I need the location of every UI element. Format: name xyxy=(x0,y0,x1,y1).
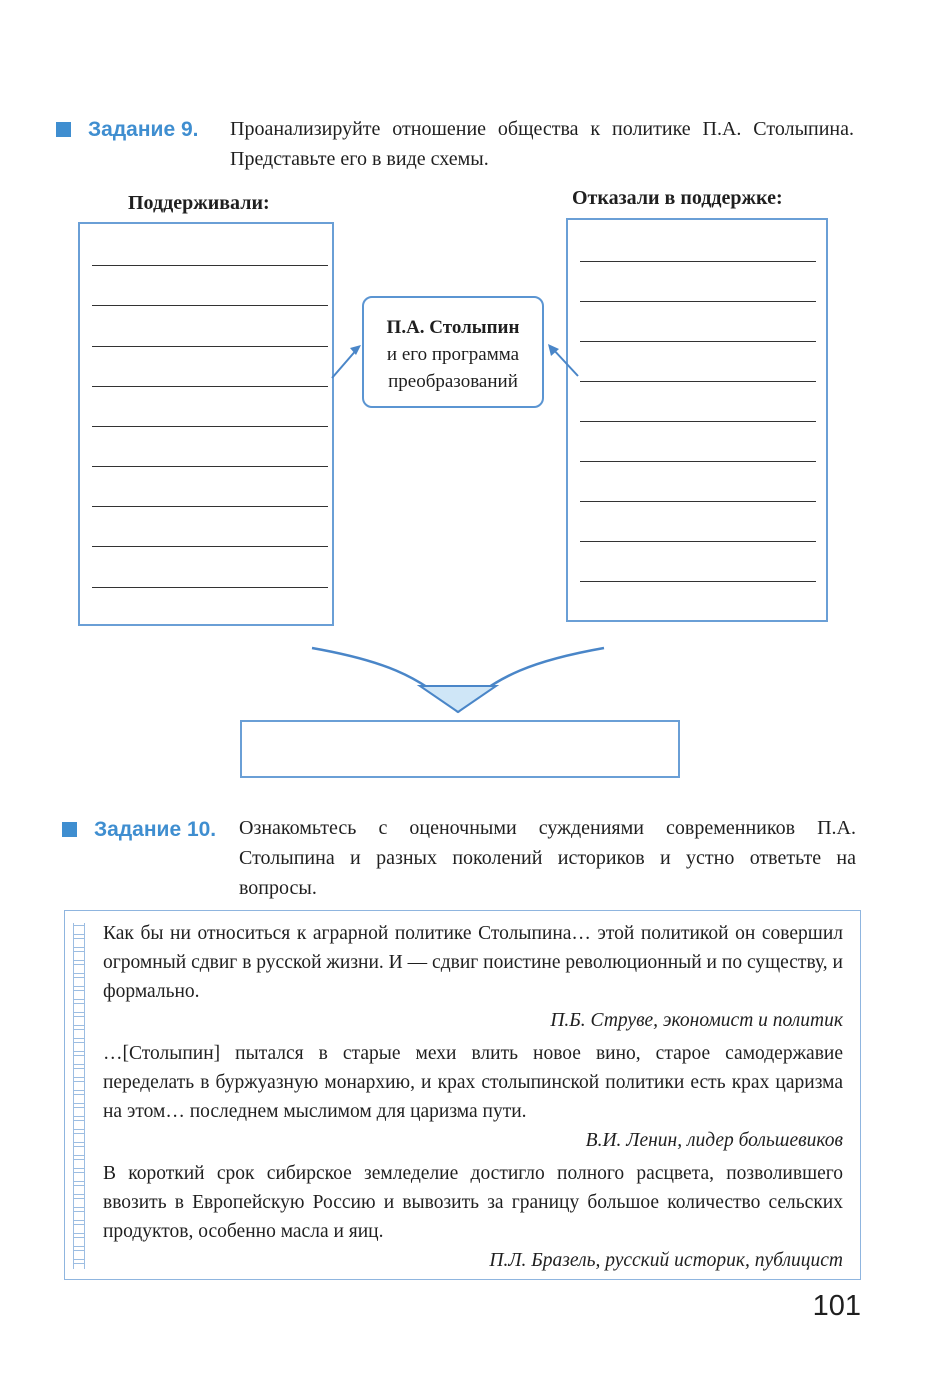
answer-line[interactable] xyxy=(580,381,816,382)
answer-line[interactable] xyxy=(580,261,816,262)
quote-text: В короткий срок сибирское земледелие достигло полного расцвета, позволившего ввозить в Европейскую Россию и вывозить за границу большое количество сельских продуктов, особенно масла и яиц. xyxy=(103,1163,843,1242)
page-number: 101 xyxy=(812,1290,861,1322)
task-marker-icon xyxy=(62,822,77,837)
task-9-label: Задание 9. xyxy=(88,118,199,141)
quote-text: …[Столыпин] пытался в старые мехи влить новое вино, старое самодержавие переделать в буржуазную монархию, и крах столыпинской политики есть крах царизма на этом… последнем мыслимом для царизма пути. xyxy=(103,1043,843,1122)
answer-line[interactable] xyxy=(92,386,328,387)
center-line-3: преобразований xyxy=(388,371,518,392)
answer-line[interactable] xyxy=(92,506,328,507)
task-marker-icon xyxy=(56,122,71,137)
answer-line[interactable] xyxy=(580,581,816,582)
stolypin-program-box xyxy=(362,296,544,408)
task-9-header xyxy=(56,117,854,174)
answer-line[interactable] xyxy=(580,501,816,502)
quote-author: В.И. Ленин, лидер большевиков xyxy=(585,1130,843,1151)
answer-line[interactable] xyxy=(92,466,328,467)
answer-line[interactable] xyxy=(92,346,328,347)
answer-line[interactable] xyxy=(92,546,328,547)
answer-line[interactable] xyxy=(92,265,328,266)
decorative-rail xyxy=(73,923,85,1269)
task-10-label: Задание 10. xyxy=(94,818,217,841)
quote-author: П.Б. Струве, экономист и политик xyxy=(550,1010,843,1031)
left-arrow-icon xyxy=(332,345,361,378)
answer-line[interactable] xyxy=(580,541,816,542)
answer-line[interactable] xyxy=(580,421,816,422)
refused-box[interactable] xyxy=(566,218,828,622)
task-10-text: Ознакомьтесь с оценочными суждениями современников П.А. Столыпина и разных поколений историков и устно ответьте на вопросы. xyxy=(239,817,856,899)
quote-author: П.Л. Бразель, русский историк, публицист xyxy=(489,1250,843,1271)
quote-text: Как бы ни относиться к аграрной политике Столыпина… этой политикой он совершил огромный сдвиг в русской жизни. И — сдвиг поистине революционный и по существу, и формально. xyxy=(103,923,843,1002)
supported-title: Поддерживали: xyxy=(128,192,270,214)
answer-line[interactable] xyxy=(92,587,328,588)
supported-box[interactable] xyxy=(78,222,334,626)
center-line-2: и его программа xyxy=(386,344,520,365)
answer-line[interactable] xyxy=(92,426,328,427)
quote-2 xyxy=(103,1039,843,1155)
answer-line[interactable] xyxy=(580,461,816,462)
conclusion-box[interactable] xyxy=(240,720,680,778)
task-9-text: Проанализируйте отношение общества к политике П.А. Столыпина. Представьте его в виде схемы. xyxy=(230,118,854,170)
answer-line[interactable] xyxy=(580,341,816,342)
quotes-box xyxy=(64,910,861,1280)
quote-3 xyxy=(103,1159,843,1275)
center-line-1: П.А. Столыпин xyxy=(386,317,520,338)
quote-1 xyxy=(103,919,843,1035)
merge-arrow-icon xyxy=(312,648,604,712)
answer-line[interactable] xyxy=(580,301,816,302)
answer-line[interactable] xyxy=(92,305,328,306)
refused-title: Отказали в поддержке: xyxy=(572,187,783,209)
task-10-header xyxy=(62,817,858,903)
